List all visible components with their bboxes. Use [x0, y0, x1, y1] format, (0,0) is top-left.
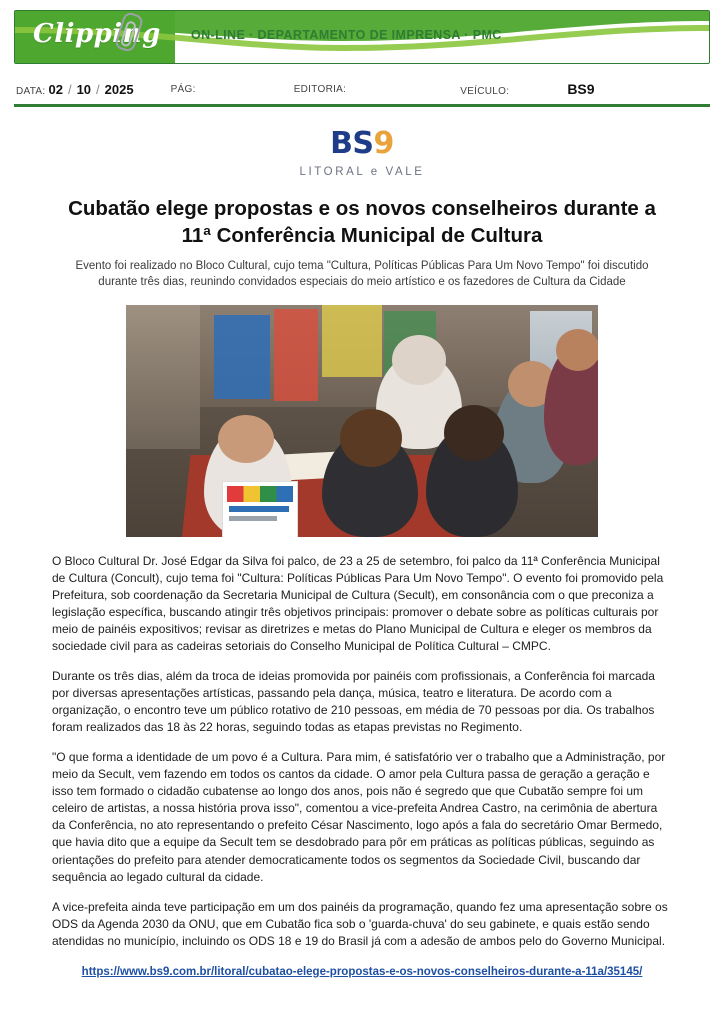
article-photo [126, 305, 598, 537]
clipping-header [14, 10, 710, 64]
photo-banner-text-line-1 [229, 506, 289, 512]
meta-veiculo-value: BS9 [567, 81, 595, 97]
publication-brand [52, 126, 672, 178]
photo-wall-left [126, 305, 200, 449]
article-paragraph: Durante os três dias, além da troca de ideias promovida por painéis com profissionais, a Conferência foi marcada por diversas apresentações artísticas, passando pela dança, música, teatro e literatura. De acordo com a organização, o encontro teve um público rotativo de 210 pessoas, em média de 70 pessoas por dia. Os trabalhos foram realizados das 18 às 22 horas, seguindo todas as etapas previstas no Regimento. [52, 669, 655, 735]
meta-date-sep-2: / [96, 81, 100, 97]
meta-veiculo-label: VEÍCULO: [460, 86, 510, 97]
meta-date-day: 02 [48, 81, 63, 97]
bs9-tagline: LITORAL e VALE [299, 166, 425, 178]
meta-editoria-label: EDITORIA: [293, 83, 347, 95]
meta-veiculo [460, 81, 594, 97]
meta-date [16, 82, 137, 97]
clipping-meta-row [14, 74, 710, 107]
clipping-wordmark: Clipping [33, 19, 161, 49]
meta-date-year: 2025 [104, 81, 134, 97]
meta-page [171, 84, 202, 95]
bs9-logo-accent: 9 [373, 126, 394, 161]
meta-date-month: 10 [76, 81, 92, 97]
meta-date-label: DATA: [16, 85, 46, 97]
photo-banner-stripe [227, 486, 293, 502]
article-headline: Cubatão elege propostas e os novos conselheiros durante a 11ª Conferência Municipal de Cultura [68, 197, 656, 247]
bs9-logo [52, 126, 672, 161]
bs9-logo-main: BS [330, 126, 374, 161]
article-body [14, 126, 710, 980]
photo-banner-text-line-2 [229, 516, 277, 521]
article-standfirst: Evento foi realizado no Bloco Cultural, cujo tema "Cultura, Políticas Públicas Para Um Novo Tempo" foi discutido durante três dias, reunindo convidados especiais do meio artístico e os fazedores de Cultura da Cidade [75, 260, 649, 289]
photo-person-head-far-right [556, 329, 598, 371]
header-subtitle: ON-LINE · DEPARTAMENTO DE IMPRENSA · PMC [191, 28, 502, 42]
meta-page-label: PÁG: [170, 83, 196, 95]
photo-person-head-right-seated [444, 405, 504, 461]
article-paragraph: A vice-prefeita ainda teve participação em um dos painéis da programação, quando fez uma apresentação sobre os ODS da Agenda 2030 da ONU, que em Cubatão fica sob o 'guarda-chuva' do seu gabinete, e quais estão sendo atendidas no município, incluindo os ODS 18 e 19 do Brasil já com a adesão de ambos pelo do Governo Municipal. [52, 899, 668, 948]
photo-panel-yellow [322, 305, 382, 377]
photo-panel-blue [214, 315, 270, 399]
article-paragraph: O Bloco Cultural Dr. José Edgar da Silva foi palco, de 23 a 25 de setembro, foi palco da 11ª Conferência Municipal de Cultura (Concult), cujo tema foi "Cultura: Políticas Públicas Para Um Novo Tempo". O evento foi promovido pela Prefeitura, sob coordenação da Secretaria Municipal de Cultura (Secult), em consonância com o que preconiza a legislação específica, buscando atingir três objetivos principais: promover o debate sobre as políticas culturais por meio de painéis expositivos; revisar as diretrizes e metas do Plano Municipal de Cultura e eleger os membros da sociedade civil para as cadeiras setoriais do Conselho Municipal de Política Cultural – CMPC. [52, 554, 664, 654]
photo-person-head-center-seated [340, 409, 402, 467]
source-url-link[interactable]: https://www.bs9.com.br/litoral/cubatao-elege-propostas-e-os-novos-conselheiros-durante-a-11a/35145/ [81, 965, 643, 978]
photo-panel-red [274, 309, 318, 401]
photo-person-head-rear [392, 335, 446, 385]
photo-culture-banner [222, 481, 298, 537]
article-paragraph: "O que forma a identidade de um povo é a Cultura. Para mim, é satisfatório ver o trabalho que a Administração, por meio da Secult, vem fazendo em todos os cantos da cidade. O amor pela Cultura passa de geração a geração e isso tem formado o cidadão cubatense ao longo dos anos, pois não é segredo que que Cubatão sempre foi um celeiro de artistas, a nossa história prova isso", comentou a vice-prefeita Andrea Castro, na cerimônia de abertura da Conferência, no ato representando o prefeito César Nascimento, logo após a fala do secretário Omar Bermedo, que havia dito que a equipe da Secult tem se desdobrado para pôr em práticas as políticas públicas, seguindo as orientações do prefeito para atender democraticamente todos os segmentos da Sociedade Civil, buscando dar sequência ao legado cultural da cidade. [52, 750, 666, 884]
photo-person-head-left-seated [218, 415, 274, 463]
meta-editoria [294, 84, 353, 95]
meta-date-sep-1: / [67, 81, 72, 97]
